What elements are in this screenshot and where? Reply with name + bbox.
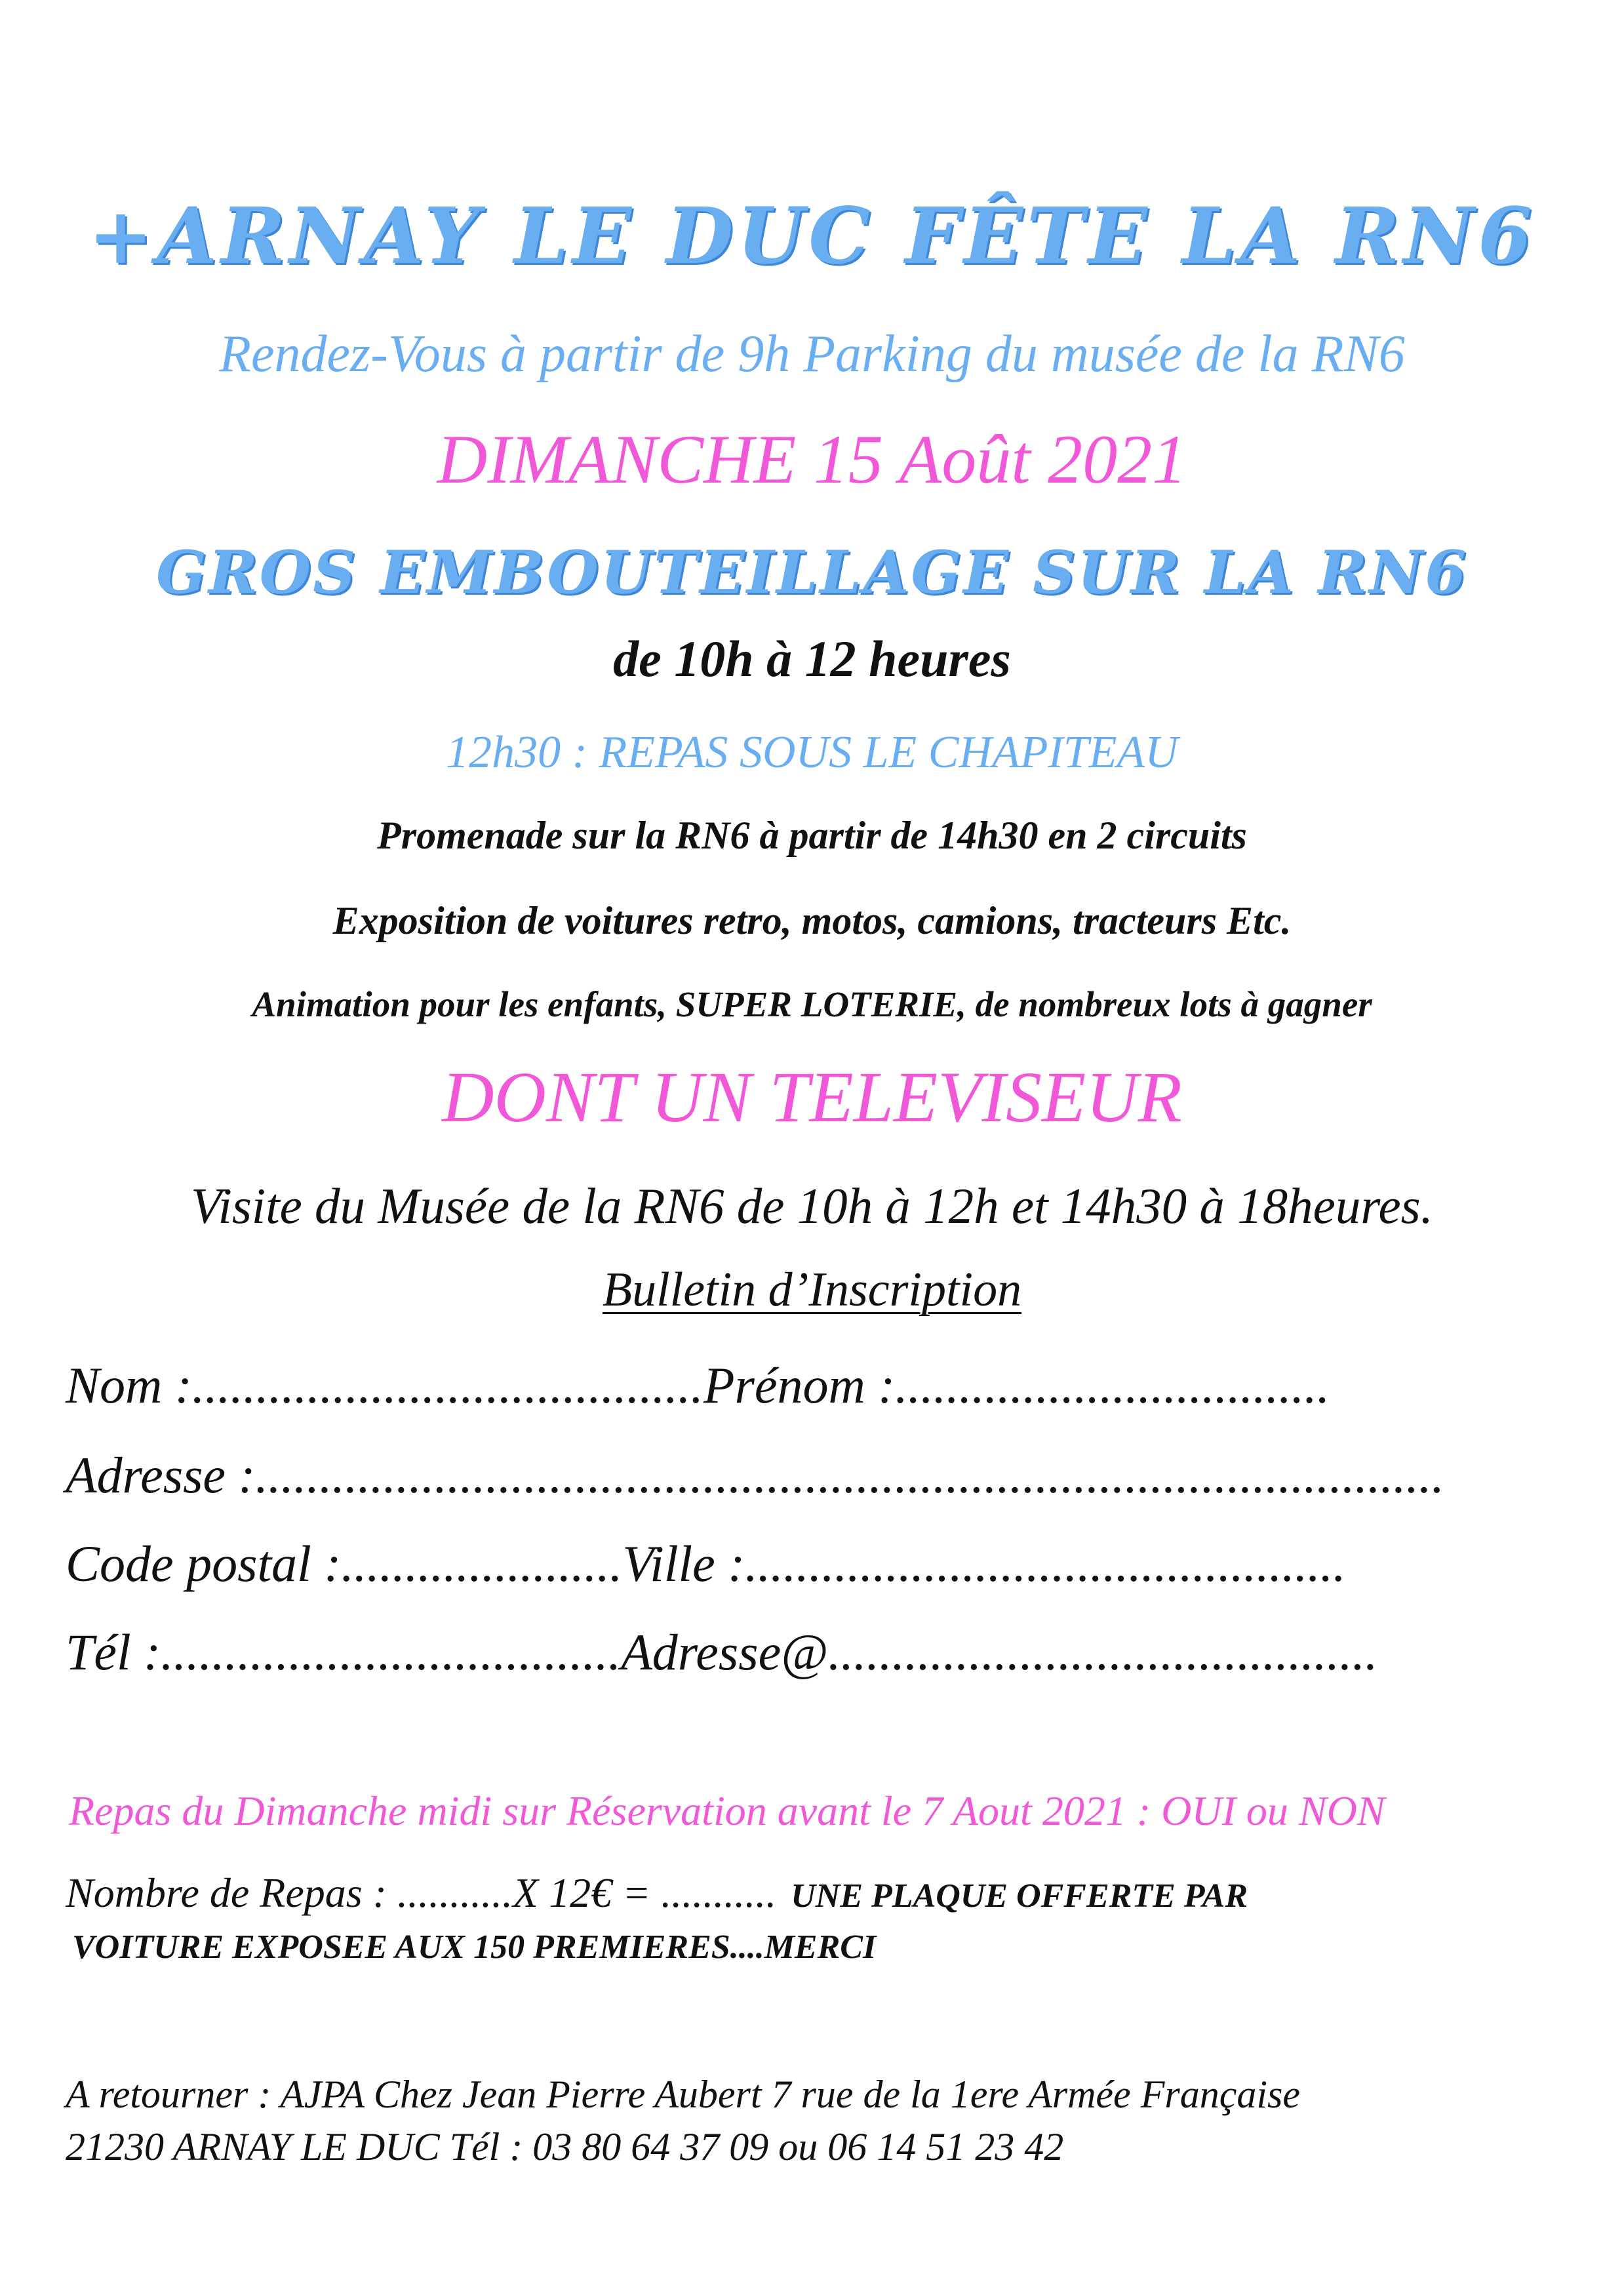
plate-offer-line2: VOITURE EXPOSEE AUX 150 PREMIERES....MERCI bbox=[72, 1928, 877, 1966]
event-title: +ARNAY LE DUC FÊTE LA RN6 bbox=[88, 190, 1536, 281]
form-row-phone-email: Tél :....................................Adresse@........................................... bbox=[66, 1624, 1378, 1681]
reservation-note: Repas du Dimanche midi sur Réservation avant le 7 Aout 2021 : OUI ou NON bbox=[69, 1787, 1385, 1834]
meal-announcement: 12h30 : REPAS SOUS LE CHAPITEAU bbox=[446, 727, 1178, 778]
form-heading: Bulletin d’Inscription bbox=[602, 1263, 1022, 1317]
meal-count-label: Nombre de Repas : ...........X 12€ = ........... bbox=[66, 1869, 777, 1916]
time-range: de 10h à 12 heures bbox=[613, 630, 1011, 687]
rendezvous-line: Rendez-Vous à partir de 9h Parking du musée de la RN6 bbox=[219, 325, 1405, 383]
form-row-address: Adresse :............................................................................................. bbox=[66, 1447, 1445, 1504]
meal-count bbox=[66, 1869, 1248, 1917]
return-address-line2: 21230 ARNAY LE DUC Tél : 03 80 64 37 09 ou 06 14 51 23 42 bbox=[66, 2125, 1064, 2168]
event-date: DIMANCHE 15 Août 2021 bbox=[437, 421, 1187, 498]
headline: GROS EMBOUTEILLAGE SUR LA RN6 bbox=[156, 538, 1468, 607]
plate-offer-line1: UNE PLAQUE OFFERTE PAR bbox=[791, 1877, 1248, 1915]
museum-visit: Visite du Musée de la RN6 de 10h à 12h et 14h30 à 18heures. bbox=[191, 1178, 1433, 1234]
prize-announcement: DONT UN TELEVISEUR bbox=[442, 1057, 1182, 1137]
activity-exposition: Exposition de voitures retro, motos, camions, tracteurs Etc. bbox=[332, 899, 1292, 942]
form-row-name: Nom :........................................Prénom :.................................. bbox=[66, 1357, 1330, 1414]
activity-promenade: Promenade sur la RN6 à partir de 14h30 en 2 circuits bbox=[377, 814, 1247, 857]
activity-animation: Animation pour les enfants, SUPER LOTERIE, de nombreux lots à gagner bbox=[252, 984, 1372, 1024]
form-row-postal-city: Code postal :......................Ville :............................................... bbox=[66, 1535, 1346, 1592]
return-address-line1: A retourner : AJPA Chez Jean Pierre Aubert 7 rue de la 1ere Armée Française bbox=[66, 2073, 1300, 2116]
